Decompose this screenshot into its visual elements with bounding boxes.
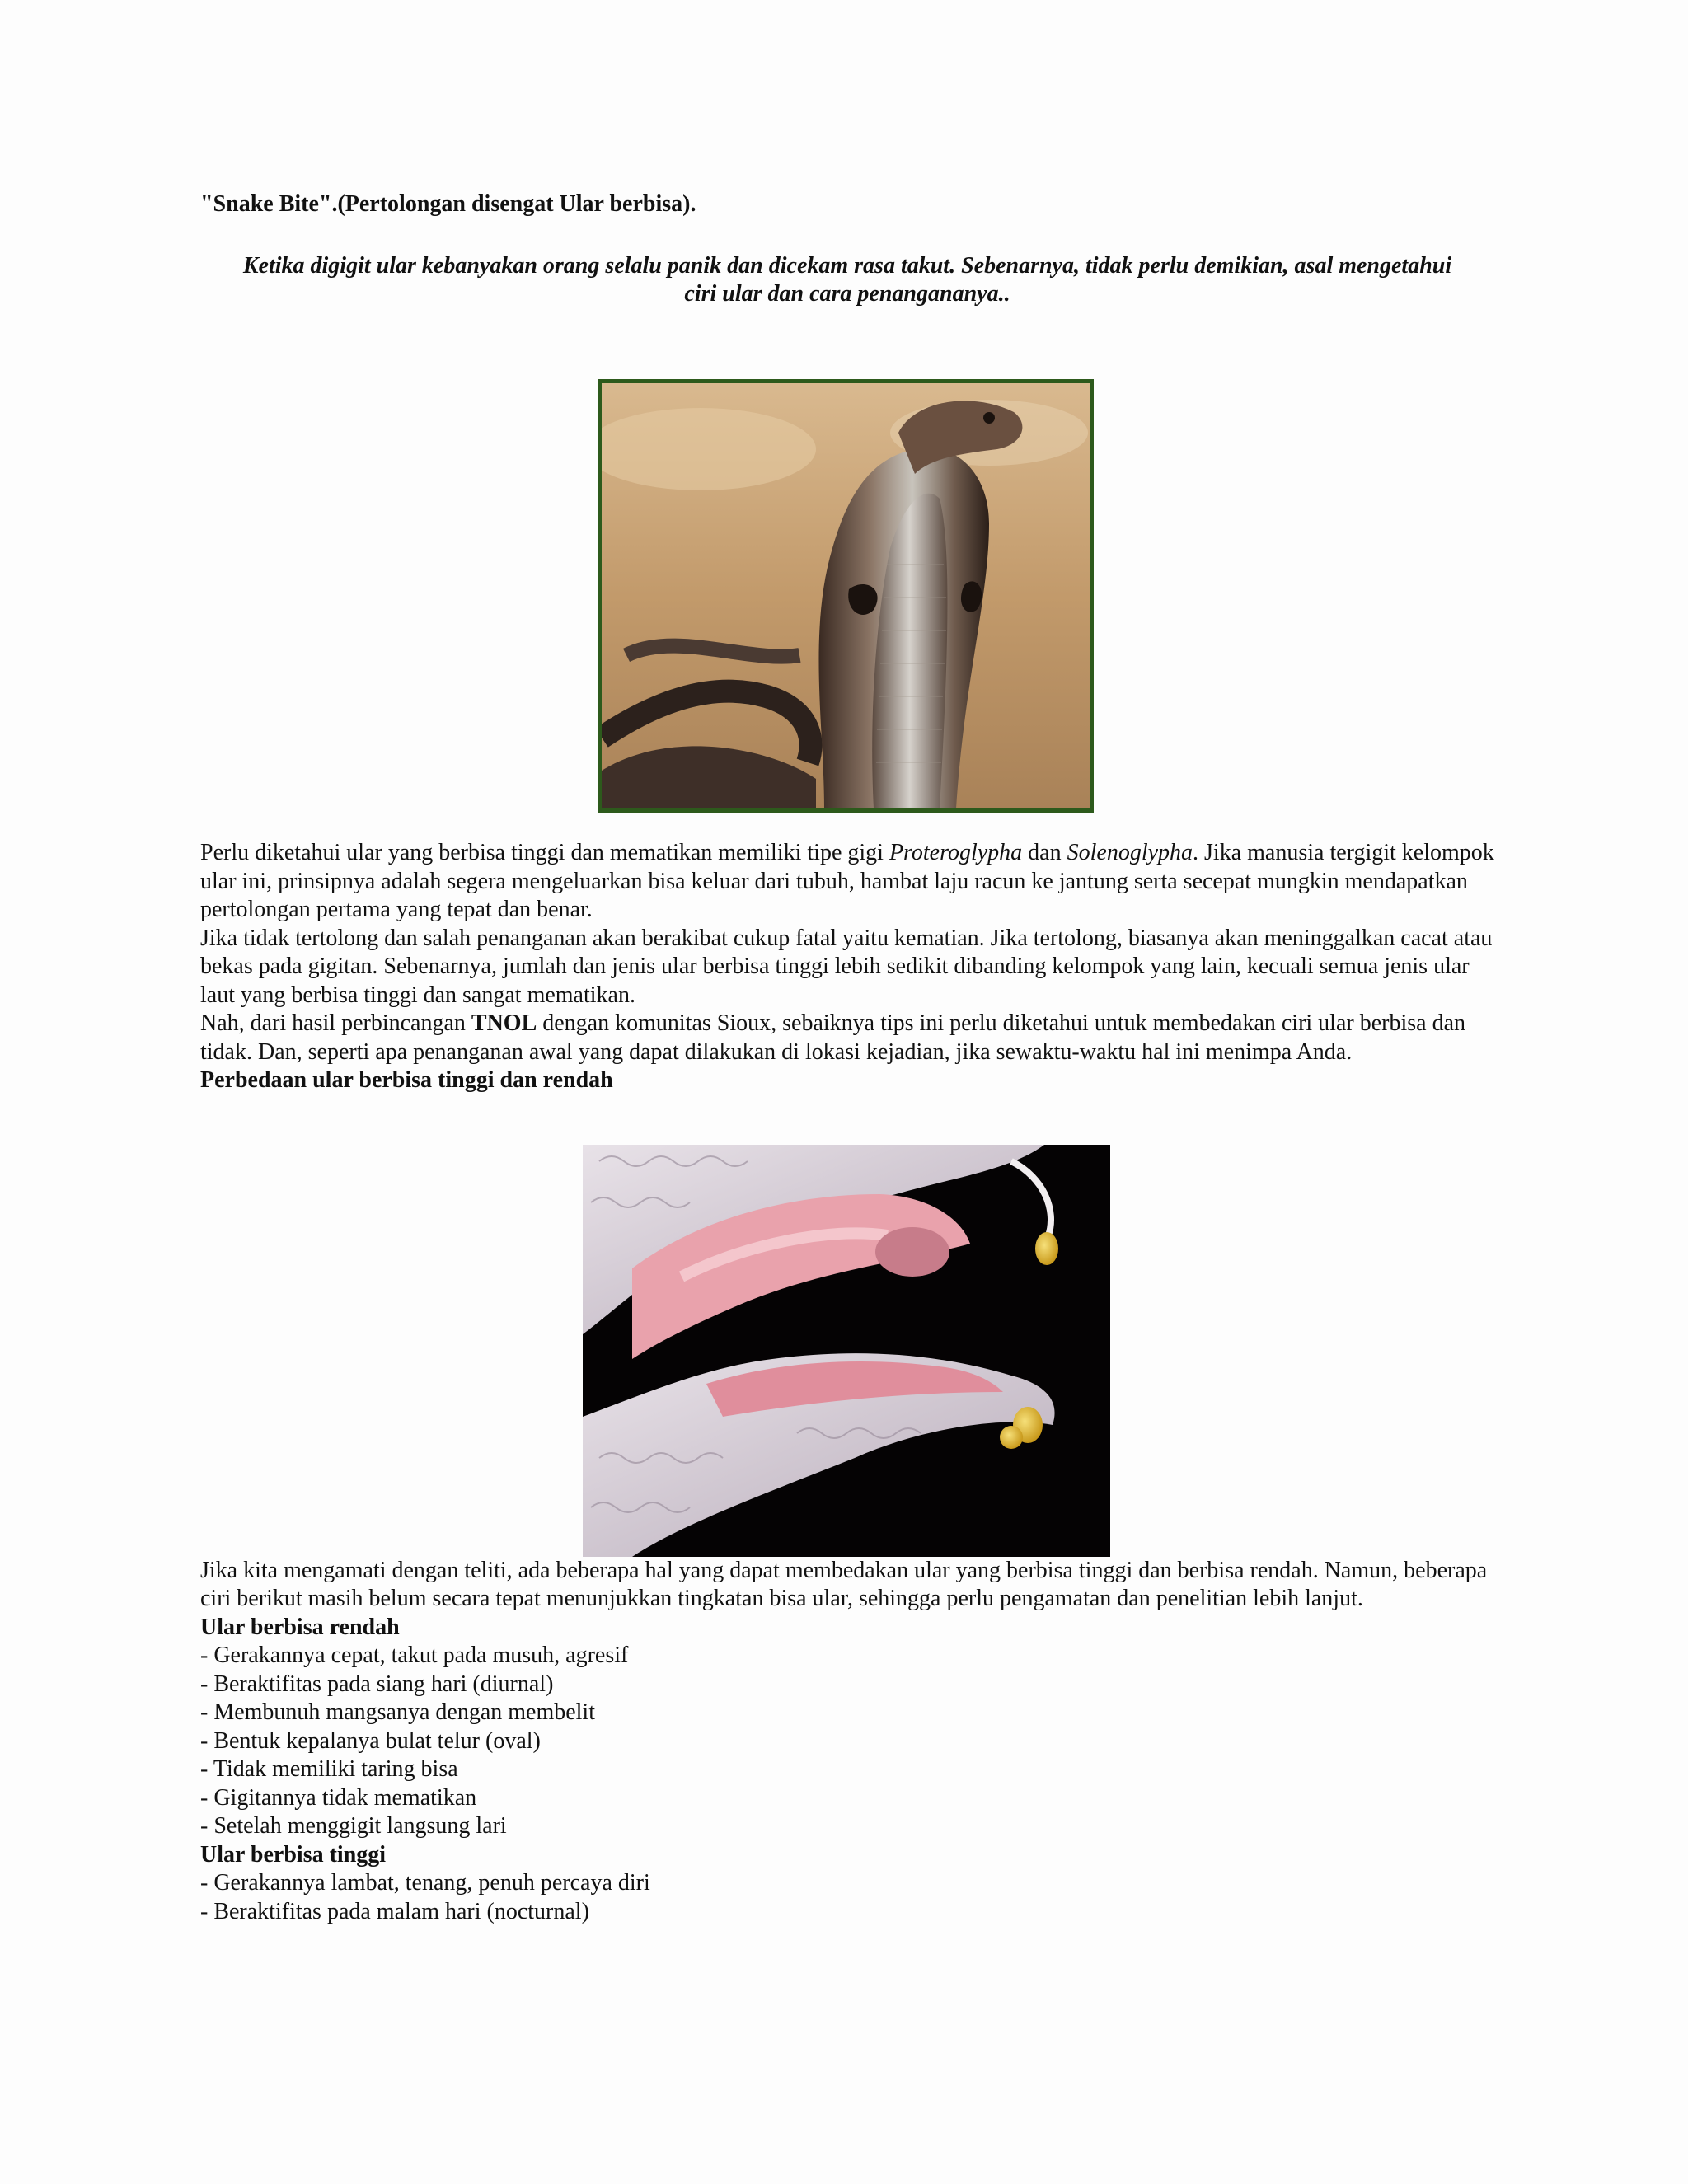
intro-text: Ketika digigit ular kebanyakan orang selalu panik dan dicekam rasa takut. Sebenarnya, tidak perlu demikian, asal mengetahui ciri ular dan cara penangananya.. — [242, 253, 1452, 307]
paragraph-observation: Jika kita mengamati dengan teliti, ada beberapa hal yang dapat membedakan ular yang berbisa tinggi dan berbisa rendah. Namun, beberapa ciri berikut masih belum secara tepat menunjukkan tingkatan bisa ular, sehingga perlu pengamatan dan penelitian lebih lanjut. — [200, 1557, 1488, 1611]
paragraph-consequences: Jika tidak tertolong dan salah penanganan akan berakibat cukup fatal yaitu kematian. Jika tertolong, biasanya akan meninggalkan cacat atau bekas pada gigitan. Sebenarnya, jumlah dan jenis ular berbisa tinggi lebih sedikit dibanding kelompok yang lain, kecuali semua jenis ular laut yang berbisa tinggi dan sangat mematikan. — [200, 925, 1493, 1008]
para3-text-a: Nah, dari hasil perbincangan — [200, 1010, 471, 1036]
list-item: - Setelah menggigit langsung lari — [200, 1813, 507, 1839]
paragraph-tnol — [200, 1010, 1494, 1066]
para1-text-a: Perlu diketahui ular yang berbisa tinggi dan mematikan memiliki tipe gigi — [200, 840, 889, 865]
list-item: - Gerakannya lambat, tenang, penuh percaya diri — [200, 1870, 650, 1896]
list-item: - Gerakannya cepat, takut pada musuh, agresif — [200, 1643, 629, 1668]
para3-text-c: dengan komunitas Sioux, sebaiknya tips ini perlu diketahui untuk membedakan ciri ular berbisa dan tidak. Dan, seperti apa penanganan awal yang dapat dilakukan di lokasi kejadian, jika sewaktu-waktu hal ini menimpa Anda. — [200, 1010, 1465, 1065]
para1-text-e: . Jika manusia tergigit kelompok ular ini, prinsipnya adalah segera mengeluarkan bisa keluar dari tubuh, hambat laju racun ke jantung serta secepat mungkin mendapatkan pertolongan pertama yang tepat dan benar. — [200, 840, 1494, 922]
paragraph-tooth-types — [200, 839, 1494, 925]
list-item: - Gigitannya tidak mematikan — [200, 1784, 477, 1811]
para1-text-c: dan — [1022, 840, 1067, 865]
list-item: - Bentuk kepalanya bulat telur (oval) — [200, 1727, 541, 1754]
low-venom-list — [200, 1642, 1494, 1841]
document-title: "Snake Bite".(Pertolongan disengat Ular berbisa). — [200, 191, 696, 217]
para1-solenoglypha: Solenoglypha — [1067, 840, 1193, 865]
high-venom-list — [200, 1869, 1494, 1926]
document-page — [200, 190, 1494, 1926]
snake-mouth-photo — [583, 1145, 1110, 1557]
list-item: - Membunuh mangsanya dengan membelit — [200, 1699, 595, 1725]
list-item: - Tidak memiliki taring bisa — [200, 1756, 458, 1782]
para1-proteroglypha: Proteroglypha — [889, 840, 1023, 865]
list-item: - Beraktifitas pada malam hari (nocturnal) — [200, 1898, 589, 1924]
list-item: - Beraktifitas pada siang hari (diurnal) — [200, 1671, 554, 1697]
cobra-photo — [598, 379, 1094, 813]
heading-high-venom: Ular berbisa tinggi — [200, 1841, 387, 1868]
heading-difference: Perbedaan ular berbisa tinggi dan rendah — [200, 1067, 613, 1093]
para3-tnol: TNOL — [471, 1010, 537, 1036]
heading-low-venom: Ular berbisa rendah — [200, 1614, 400, 1640]
